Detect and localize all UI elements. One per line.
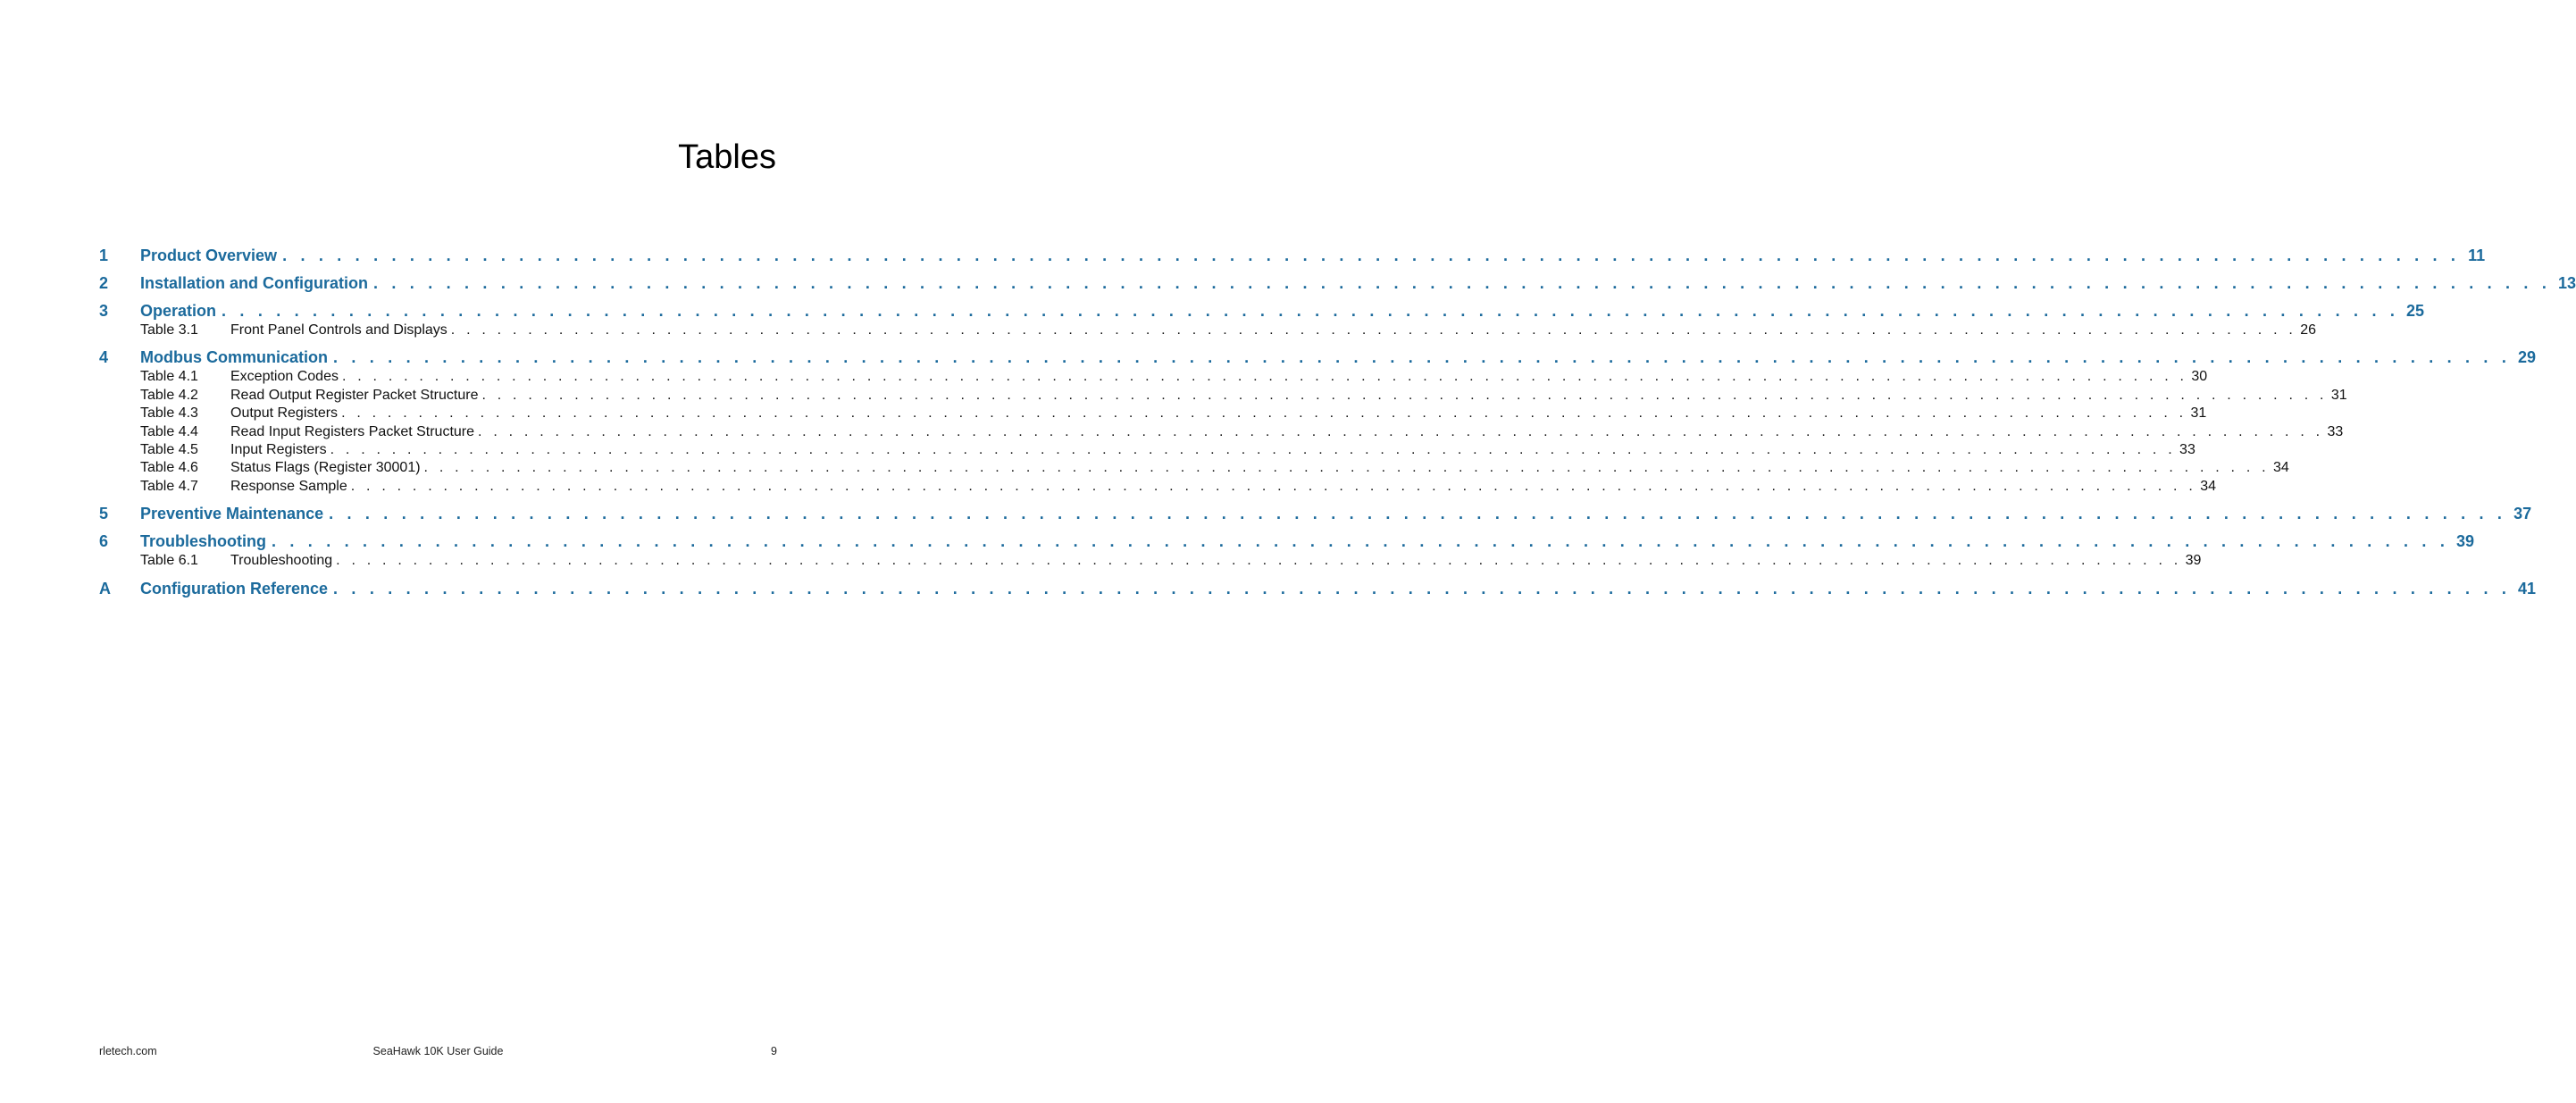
table-id: Table 4.5 — [140, 442, 198, 458]
table-entry-link[interactable] — [99, 552, 2202, 570]
table-id: Table 4.2 — [140, 387, 198, 403]
toc-chapter — [99, 348, 2537, 496]
chapter-link[interactable] — [99, 247, 2486, 265]
footer-document-title: SeaHawk 10K User Guide — [372, 1045, 504, 1057]
table-title: Status Flags (Register 30001) — [230, 460, 421, 476]
toc-chapter — [99, 505, 2532, 523]
table-entry-link[interactable] — [99, 368, 2208, 386]
table-id: Table 4.6 — [140, 460, 198, 476]
chapter-number: 5 — [99, 505, 109, 523]
dot-leader: . . . . . . . . . . . . . . . . . . . . . . . . . . . . . . . . . . . . . . . . . . . . . . . . . . . . . . . . . . . . . . . . . . . . . . . . . . . . . . . . . . . . . . . . . . . . . . . . . . . . . . . . . . . . . . . . . . . . . . . . — [222, 302, 2400, 320]
dot-leader: . . . . . . . . . . . . . . . . . . . . . . . . . . . . . . . . . . . . . . . . . . . . . . . . . . . . . . . . . . . . . . . . . . . . . . . . . . . . . . . . . . . . . . . . . . . . . . . . . . . . . . . . . . . . . . . . . . . . . . . . — [333, 579, 2512, 597]
table-title: Troubleshooting — [230, 553, 333, 569]
table-title: Read Input Registers Packet Structure — [230, 423, 475, 439]
chapter-link[interactable] — [99, 274, 2576, 293]
chapter-number: 1 — [99, 247, 109, 264]
table-entry-link[interactable] — [99, 441, 2195, 459]
table-id: Table 6.1 — [140, 553, 198, 569]
chapter-title: Installation and Configuration — [140, 274, 368, 292]
chapter-title: Preventive Maintenance — [140, 505, 324, 523]
table-list — [99, 322, 2317, 339]
dot-leader: . . . . . . . . . . . . . . . . . . . . . . . . . . . . . . . . . . . . . . . . . . . . . . . . . . . . . . . . . . . . . . . . . . . . . . . . . . . . . . . . . . . . . . . . . . . . . . . . . . . . . . . . . . . . . . . . . . . . . . . . — [341, 369, 2188, 385]
table-id: Table 3.1 — [140, 322, 198, 338]
chapter-number: A — [99, 579, 111, 597]
table-entry-link[interactable] — [99, 423, 2344, 441]
table-page-number: 33 — [2179, 442, 2195, 458]
chapter-link[interactable] — [99, 302, 2425, 321]
dot-leader: . . . . . . . . . . . . . . . . . . . . . . . . . . . . . . . . . . . . . . . . . . . . . . . . . . . . . . . . . . . . . . . . . . . . . . . . . . . . . . . . . . . . . . . . . . . . . . . . . . . . . . . . . . . . . . . . . . . . . . . . — [350, 478, 2196, 494]
chapter-title: Modbus Communication — [140, 348, 328, 367]
dot-leader: . . . . . . . . . . . . . . . . . . . . . . . . . . . . . . . . . . . . . . . . . . . . . . . . . . . . . . . . . . . . . . . . . . . . . . . . . . . . . . . . . . . . . . . . . . . . . . . . . . . . . . . . . . . . . . . . . . . . . . . . — [333, 348, 2512, 367]
table-title: Input Registers — [230, 442, 327, 458]
table-entry-link[interactable] — [99, 405, 2207, 422]
footer-page-number: 9 — [771, 1045, 777, 1057]
chapter-link[interactable] — [99, 505, 2532, 523]
table-title: Read Output Register Packet Structure — [230, 387, 479, 403]
chapter-page-number: 11 — [2468, 247, 2486, 264]
dot-leader: . . . . . . . . . . . . . . . . . . . . . . . . . . . . . . . . . . . . . . . . . . . . . . . . . . . . . . . . . . . . . . . . . . . . . . . . . . . . . . . . . . . . . . . . . . . . . . . . . . . . . . . . . . . . . . . . . . . . . . . . — [282, 247, 2461, 264]
dot-leader: . . . . . . . . . . . . . . . . . . . . . . . . . . . . . . . . . . . . . . . . . . . . . . . . . . . . . . . . . . . . . . . . . . . . . . . . . . . . . . . . . . . . . . . . . . . . . . . . . . . . . . . . . . . . . . . . . . . . . . . . — [478, 423, 2324, 439]
chapter-page-number: 25 — [2406, 302, 2425, 320]
dot-leader: . . . . . . . . . . . . . . . . . . . . . . . . . . . . . . . . . . . . . . . . . . . . . . . . . . . . . . . . . . . . . . . . . . . . . . . . . . . . . . . . . . . . . . . . . . . . . . . . . . . . . . . . . . . . . . . . . . . . . . . . — [450, 322, 2297, 338]
table-entry-link[interactable] — [99, 387, 2347, 405]
dot-leader: . . . . . . . . . . . . . . . . . . . . . . . . . . . . . . . . . . . . . . . . . . . . . . . . . . . . . . . . . . . . . . . . . . . . . . . . . . . . . . . . . . . . . . . . . . . . . . . . . . . . . . . . . . . . . . . . . . . . . . . . — [373, 274, 2552, 292]
chapter-number: 4 — [99, 348, 109, 367]
dot-leader: . . . . . . . . . . . . . . . . . . . . . . . . . . . . . . . . . . . . . . . . . . . . . . . . . . . . . . . . . . . . . . . . . . . . . . . . . . . . . . . . . . . . . . . . . . . . . . . . . . . . . . . . . . . . . . . . . . . . . . . . — [272, 532, 2450, 551]
table-page-number: 26 — [2300, 322, 2317, 338]
dot-leader: . . . . . . . . . . . . . . . . . . . . . . . . . . . . . . . . . . . . . . . . . . . . . . . . . . . . . . . . . . . . . . . . . . . . . . . . . . . . . . . . . . . . . . . . . . . . . . . . . . . . . . . . . . . . . . . . . . . . . . . . — [341, 405, 2187, 422]
toc-chapter — [99, 579, 2537, 598]
table-id: Table 4.7 — [140, 478, 198, 494]
table-list — [99, 368, 2347, 496]
chapter-page-number: 41 — [2518, 579, 2537, 597]
chapter-number: 3 — [99, 302, 109, 320]
toc-chapter — [99, 274, 2576, 293]
table-entry-link[interactable] — [99, 322, 2317, 339]
table-page-number: 34 — [2200, 478, 2216, 494]
page-title: Tables — [678, 138, 776, 176]
table-id: Table 4.3 — [140, 405, 198, 422]
table-page-number: 30 — [2191, 369, 2208, 385]
dot-leader: . . . . . . . . . . . . . . . . . . . . . . . . . . . . . . . . . . . . . . . . . . . . . . . . . . . . . . . . . . . . . . . . . . . . . . . . . . . . . . . . . . . . . . . . . . . . . . . . . . . . . . . . . . . . . . . . . . . . . . . . — [329, 505, 2507, 523]
toc-chapter — [99, 247, 2486, 265]
table-entry-link[interactable] — [99, 459, 2289, 477]
table-list — [99, 552, 2202, 570]
dot-leader: . . . . . . . . . . . . . . . . . . . . . . . . . . . . . . . . . . . . . . . . . . . . . . . . . . . . . . . . . . . . . . . . . . . . . . . . . . . . . . . . . . . . . . . . . . . . . . . . . . . . . . . . . . . . . . . . . . . . . . . . — [330, 442, 2176, 458]
footer-website: rletech.com — [99, 1045, 157, 1057]
table-entry-link[interactable] — [99, 478, 2216, 496]
chapter-title: Operation — [140, 302, 217, 320]
dot-leader: . . . . . . . . . . . . . . . . . . . . . . . . . . . . . . . . . . . . . . . . . . . . . . . . . . . . . . . . . . . . . . . . . . . . . . . . . . . . . . . . . . . . . . . . . . . . . . . . . . . . . . . . . . . . . . . . . . . . . . . . — [481, 387, 2328, 403]
chapter-link[interactable] — [99, 348, 2537, 367]
chapter-page-number: 37 — [2513, 505, 2532, 523]
table-page-number: 34 — [2272, 460, 2289, 476]
chapter-page-number: 13 — [2558, 274, 2576, 292]
chapter-page-number: 39 — [2456, 532, 2475, 551]
chapter-title: Product Overview — [140, 247, 278, 264]
table-of-tables — [99, 247, 2576, 607]
toc-chapter — [99, 302, 2425, 339]
chapter-number: 6 — [99, 532, 109, 551]
dot-leader: . . . . . . . . . . . . . . . . . . . . . . . . . . . . . . . . . . . . . . . . . . . . . . . . . . . . . . . . . . . . . . . . . . . . . . . . . . . . . . . . . . . . . . . . . . . . . . . . . . . . . . . . . . . . . . . . . . . . . . . . — [423, 460, 2270, 476]
table-title: Front Panel Controls and Displays — [230, 322, 447, 338]
table-page-number: 33 — [2327, 423, 2344, 439]
chapter-link[interactable] — [99, 579, 2537, 598]
table-title: Response Sample — [230, 478, 347, 494]
chapter-title: Configuration Reference — [140, 579, 329, 597]
table-page-number: 31 — [2190, 405, 2207, 422]
chapter-link[interactable] — [99, 532, 2475, 551]
table-title: Exception Codes — [230, 369, 339, 385]
chapter-page-number: 29 — [2518, 348, 2537, 367]
table-title: Output Registers — [230, 405, 339, 422]
table-page-number: 31 — [2330, 387, 2347, 403]
table-page-number: 39 — [2185, 553, 2202, 569]
chapter-number: 2 — [99, 274, 109, 292]
chapter-title: Troubleshooting — [140, 532, 266, 551]
table-id: Table 4.1 — [140, 369, 198, 385]
toc-chapter — [99, 532, 2475, 570]
table-id: Table 4.4 — [140, 423, 198, 439]
dot-leader: . . . . . . . . . . . . . . . . . . . . . . . . . . . . . . . . . . . . . . . . . . . . . . . . . . . . . . . . . . . . . . . . . . . . . . . . . . . . . . . . . . . . . . . . . . . . . . . . . . . . . . . . . . . . . . . . . . . . . . . . — [336, 553, 2182, 569]
